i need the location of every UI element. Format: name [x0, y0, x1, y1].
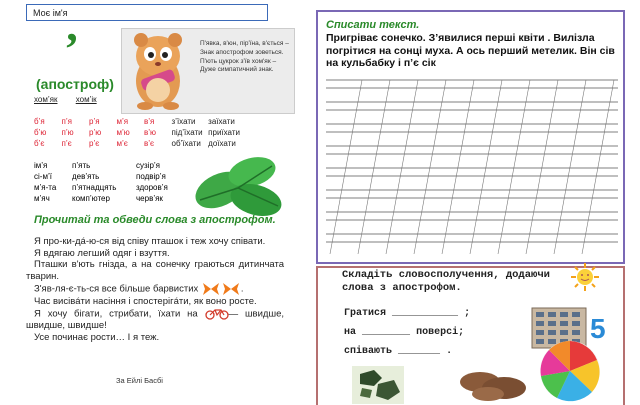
grid-cell: п’є	[61, 139, 72, 148]
phrase-blank[interactable]: _______	[398, 346, 441, 357]
grid-cell: доїхати	[208, 139, 236, 148]
grid-cell: комп’ютер	[72, 194, 110, 203]
grid-cell: черв’як	[136, 194, 163, 203]
name-field[interactable]: Моє ім'я	[26, 4, 268, 21]
word-grid	[34, 160, 196, 204]
apostrophe-title: (апостроф)	[36, 76, 114, 92]
reading-line	[26, 308, 284, 332]
phrase-word: поверсі;	[416, 327, 465, 338]
reading-line: Пташки в'ють гнізда, а на сонечку граються дитинчата тварин.	[26, 259, 284, 282]
grid-cell: заїхати	[208, 117, 235, 126]
grid-cell: в’є	[144, 139, 155, 148]
grid-cell: п’я	[61, 117, 72, 126]
grid-cell: м’яч	[34, 194, 50, 203]
bread-picture	[458, 368, 528, 402]
phrase-word: співають	[344, 346, 393, 357]
grid-cell: ім’я	[34, 161, 48, 170]
sun-icon	[568, 262, 602, 292]
grid-cell: п’ятнадцять	[72, 183, 117, 192]
bicycle-icon	[205, 308, 229, 320]
grid-row	[34, 193, 196, 204]
reading-fragment: З'яв-ля-є-ть-ся все більше барвистих	[34, 283, 199, 295]
phrase-word: .	[446, 346, 453, 357]
poem-text	[200, 40, 292, 75]
grid-cell: сі-м’ї	[34, 172, 52, 181]
grid-cell: б’я	[34, 117, 45, 126]
grid-cell: п’ю	[61, 128, 74, 137]
reading-fragment: — швидше, швидше, швидше!	[26, 308, 285, 332]
building-number: 5	[590, 313, 606, 344]
reading-line: Я вдягаю легший одяг і взуття.	[34, 247, 170, 259]
grid-cell: в’я	[144, 117, 155, 126]
phrase-row	[344, 346, 452, 357]
hamster-picture	[123, 26, 193, 111]
example-word: хом’як	[34, 95, 58, 104]
stones-picture	[352, 366, 404, 404]
grid-cell: р’ю	[89, 128, 102, 137]
reading-text	[26, 236, 284, 343]
poem-line: Дуже симпатичний знак.	[200, 66, 274, 74]
butterfly-icon	[201, 282, 241, 296]
copy-task-text: Пригріває сонечко. З’явилися перші квіти . Вилізла погрітися на сонці муха. А ось перший метелик. Він сів на кульбабку і п’є сік	[326, 32, 615, 69]
phrase-word: ;	[464, 308, 471, 319]
grid-cell: в’ю	[144, 128, 157, 137]
grid-cell: п’ять	[72, 161, 91, 170]
grid-cell: б’ю	[34, 128, 47, 137]
grid-cell: м’є	[116, 139, 128, 148]
grid-row	[34, 171, 196, 182]
grid-row	[34, 160, 196, 171]
copy-task-title: Списати текст.	[326, 19, 420, 31]
grid-cell: м’ю	[116, 128, 130, 137]
grid-cell: б’є	[34, 139, 45, 148]
grid-cell: дев’ять	[72, 172, 100, 181]
example-words	[34, 95, 113, 104]
beach-ball-picture	[537, 340, 603, 402]
phrase-blank[interactable]: ___________	[392, 308, 459, 319]
reading-line: Час висівáти насіння і спостерігáти, як воно росте.	[34, 296, 257, 308]
reading-fragment: Я хочу бігати, стрибати, їхати на	[34, 308, 198, 320]
poem-line: П'явка, в'юн, пір'їна, в'ється –	[200, 40, 289, 47]
grid-cell: м’я	[116, 117, 129, 126]
author-credit: За Ейлі Басбі	[116, 376, 163, 385]
grid-cell: під’їхати	[171, 128, 203, 137]
phrase-word: Гратися	[344, 308, 387, 319]
poem-line: Знак апострофом зоветься.	[200, 48, 284, 56]
apostrophe-mark: ’	[64, 23, 80, 74]
mint-leaves-picture	[190, 150, 286, 222]
phrase-row	[344, 327, 464, 338]
grid-cell: приїхати	[208, 128, 240, 137]
grid-cell: подвір’я	[136, 172, 166, 181]
grid-cell: об’їхати	[171, 139, 201, 148]
reading-line: Я про-ки-дá-ю-ся від співу пташок і теж хочу співати.	[34, 236, 266, 247]
grid-cell: р’є	[89, 139, 100, 148]
grid-cell: м’я-та	[34, 183, 57, 192]
syllable-grid	[34, 116, 254, 149]
grid-cell: здоров’я	[136, 183, 168, 192]
grid-row	[34, 127, 254, 138]
reading-line: З'яв-ля-є-ть-ся все більше барвистих .	[34, 283, 244, 295]
task-title: Прочитай та обведи слова з апострофом.	[34, 214, 276, 226]
phrase-row	[344, 308, 470, 319]
grid-row	[34, 182, 196, 193]
grid-row	[34, 116, 254, 127]
phrase-blank[interactable]: ________	[362, 327, 411, 338]
grid-row	[34, 138, 254, 149]
ruled-writing-area[interactable]	[322, 74, 622, 260]
reading-line: Усе починає рости… І я теж.	[34, 331, 160, 343]
grid-cell: сузір’я	[136, 161, 161, 170]
poem-line: П'ють цукрок з'їв хом'як –	[200, 57, 277, 65]
phrase-task-title: Складіть словосполучення, додаючи слова з апострофом.	[342, 269, 550, 294]
grid-cell: р’я	[89, 117, 100, 126]
grid-cell: з’їхати	[171, 117, 196, 126]
phrase-word: на	[344, 327, 357, 338]
example-word: хом’ік	[75, 95, 97, 104]
